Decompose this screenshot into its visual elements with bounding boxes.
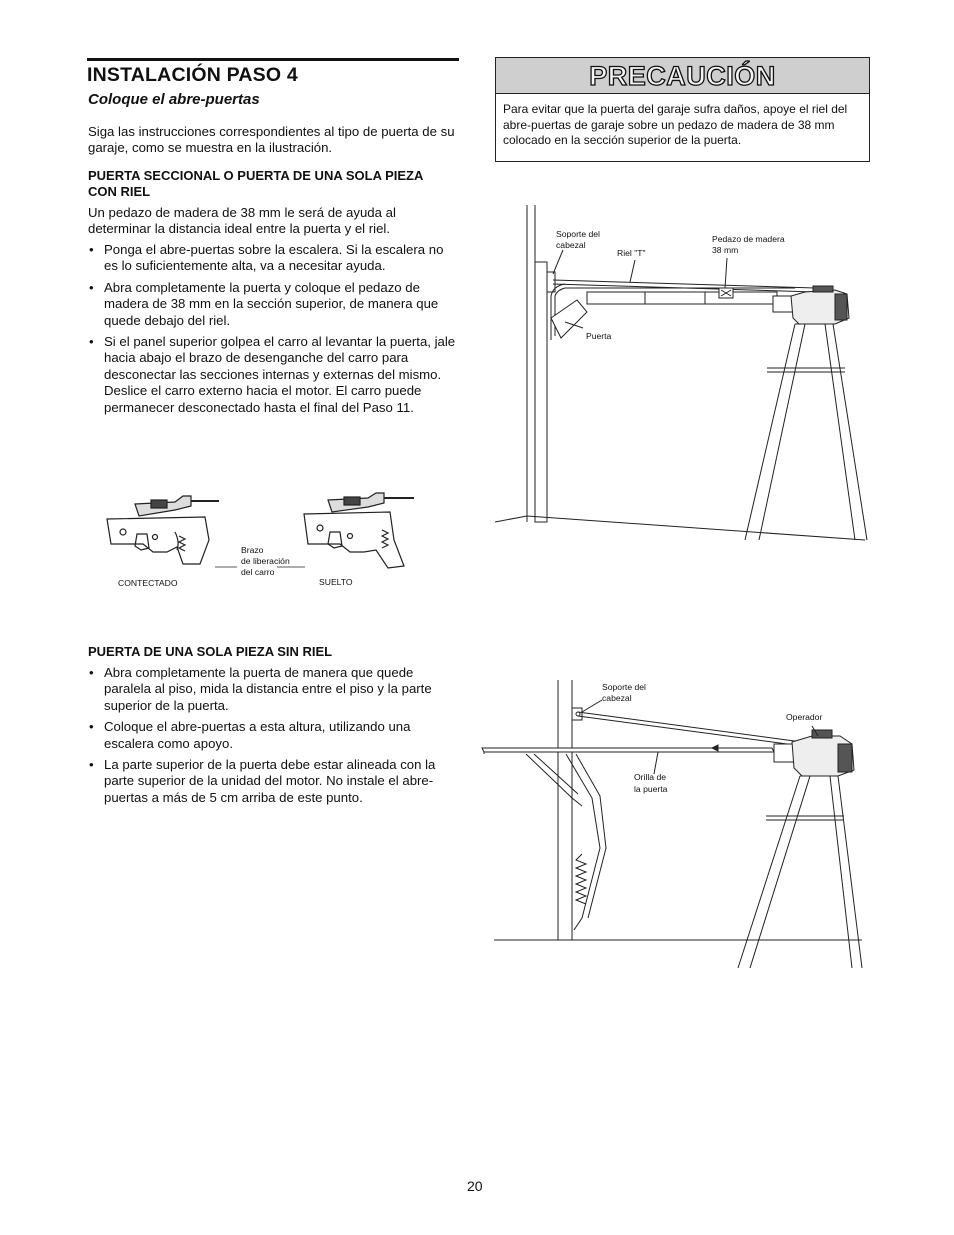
fig1-label-header-bracket-1: Soporte del	[556, 229, 600, 239]
trolley-connected-illustration	[105, 492, 220, 574]
fig1-label-wood-2: 38 mm	[712, 245, 739, 255]
section2-bullet-list	[88, 665, 460, 811]
fig2-label-header-bracket-1: Soporte del	[602, 682, 646, 692]
label-loose: SUELTO	[319, 577, 353, 587]
sectional-door-installation-illustration	[495, 200, 870, 545]
caution-title: PRECAUCIÓN	[496, 58, 869, 94]
section1-text: Un pedazo de madera de 38 mm le será de ayuda al determinar la distancia ideal entre la puerta y el riel.	[88, 205, 396, 237]
fig1-label-header-bracket-2: cabezal	[556, 240, 586, 250]
fig2-label-door-edge-1: Orilla de	[634, 772, 666, 782]
fig1-label-door: Puerta	[586, 331, 612, 341]
fig2-label-door-edge-2: la puerta	[634, 784, 668, 794]
intro-paragraph: Siga las instrucciones correspondientes al tipo de puerta de su garaje, como se muestra en la ilustración.	[88, 124, 455, 156]
label-release-arm-3: del carro	[241, 567, 275, 577]
trolley-loose-illustration	[302, 492, 417, 574]
list-item: • Abra completamente la puerta de manera que quede paralela al piso, mida la distancia entre el piso y la parte superior de la puerta.	[88, 665, 460, 714]
section1-heading: PUERTA SECCIONAL O PUERTA DE UNA SOLA PIEZA CON RIEL	[88, 168, 423, 199]
list-item: • Si el panel superior golpea el carro al levantar la puerta, jale hacia abajo el brazo de desenganche del carro para desconectar las secciones internas y externas del mismo. Deslice el carro externo hacia el motor. El carro puede permanecer desconectado hasta el final del Paso 11.	[88, 334, 460, 416]
caution-box	[495, 57, 870, 162]
list-item: • La parte superior de la puerta debe estar alineada con la parte superior de la unidad del motor. No instale el abre-puertas a más de 5 cm arriba de este punto.	[88, 757, 460, 806]
fig1-label-t-rail: Riel "T"	[617, 248, 646, 258]
label-release-arm-1: Brazo	[241, 545, 264, 555]
section1-bullet-list	[88, 242, 460, 421]
heading-rule	[87, 58, 459, 61]
list-item: • Coloque el abre-puertas a esta altura, utilizando una escalera como apoyo.	[88, 719, 460, 752]
fig1-label-wood-1: Pedazo de madera	[712, 234, 785, 244]
list-item: • Abra completamente la puerta y coloque el pedazo de madera de 38 mm en la sección superior, de manera que quede debajo del riel.	[88, 280, 460, 329]
label-release-arm-2: de liberación	[241, 556, 290, 566]
caution-text: Para evitar que la puerta del garaje sufra daños, apoye el riel del abre-puertas de garaje sobre un pedazo de madera de 38 mm colocado en la sección superior de la puerta.	[503, 102, 848, 148]
list-item: • Ponga el abre-puertas sobre la escalera. Si la escalera no es lo suficientemente alta, va a necesitar ayuda.	[88, 242, 460, 275]
page-subtitle: Coloque el abre-puertas	[88, 91, 260, 108]
section2-heading: PUERTA DE UNA SOLA PIEZA SIN RIEL	[88, 644, 333, 659]
label-connected: CONTECTADO	[118, 578, 178, 588]
page-title: INSTALACIÓN PASO 4	[87, 64, 298, 86]
fig2-label-header-bracket-2: cabezal	[602, 693, 632, 703]
page-number: 20	[467, 1178, 483, 1194]
fig2-label-operator: Operador	[786, 712, 823, 722]
